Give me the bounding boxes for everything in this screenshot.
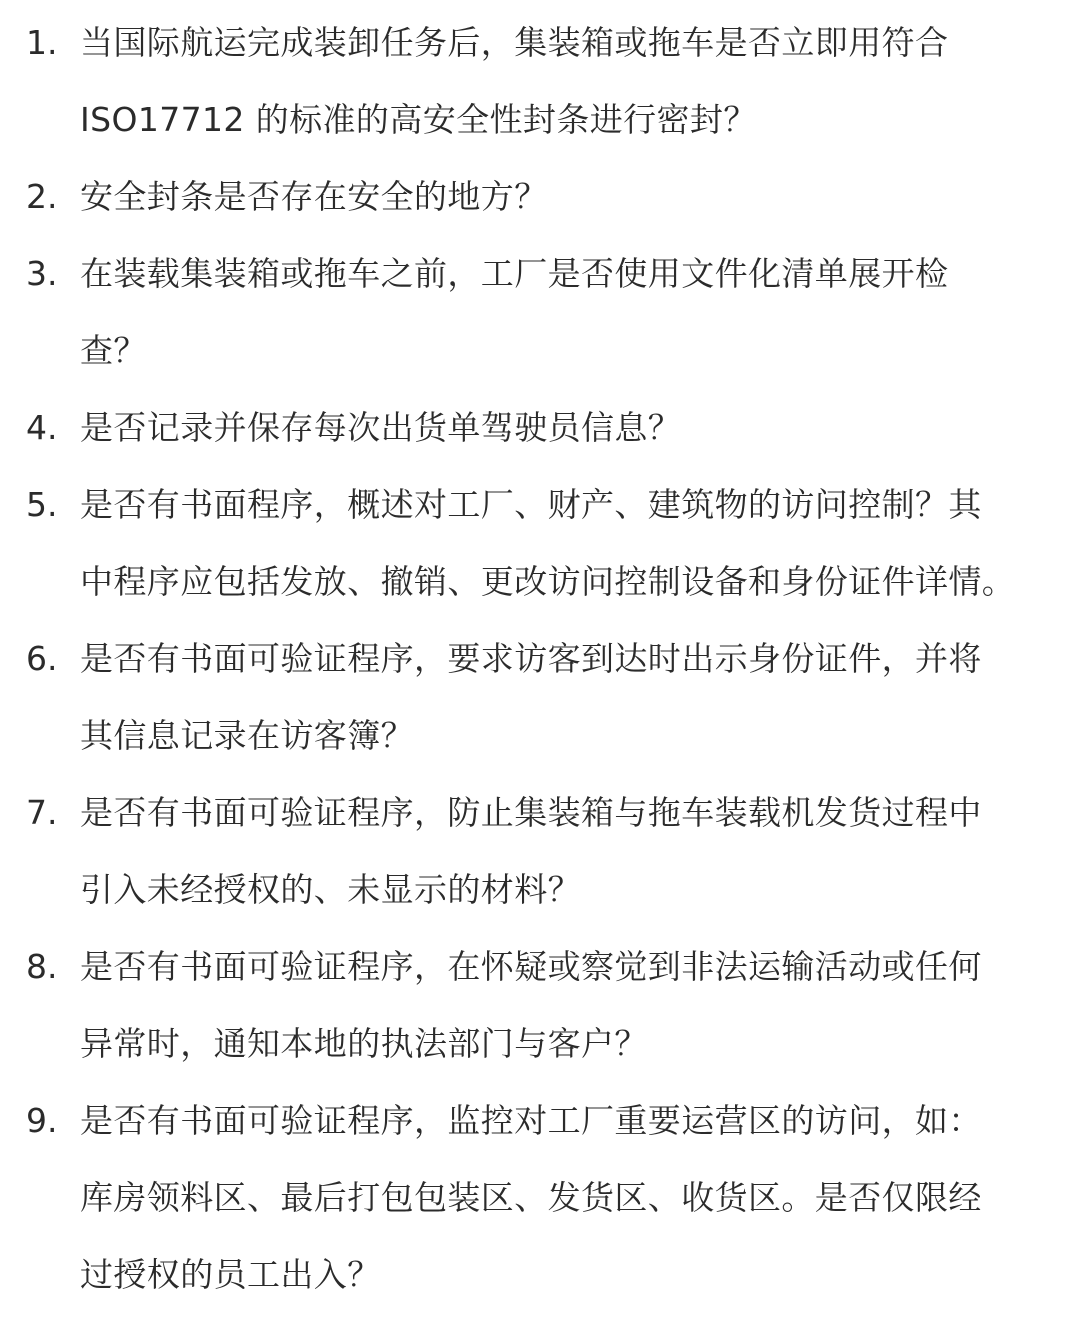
question-text-line: 异常时，通知本地的执法部门与客户？ (80, 1024, 648, 1063)
question-number: 4. (26, 408, 58, 447)
question-item-4 (0, 389, 1080, 466)
question-number: 6. (26, 639, 58, 678)
question-text-line: 是否有书面可验证程序，在怀疑或察觉到非法运输活动或任何 (80, 947, 982, 986)
question-number: 1. (26, 23, 58, 62)
question-text-line: ISO17712 的标准的高安全性封条进行密封？ (80, 100, 757, 139)
question-text-line: 中程序应包括发放、撤销、更改访问控制设备和身份证件详情。 (80, 562, 1016, 601)
question-number: 9. (26, 1101, 58, 1140)
question-item-6 (0, 620, 1080, 774)
question-number: 8. (26, 947, 58, 986)
question-text-line: 是否记录并保存每次出货单驾驶员信息？ (80, 408, 682, 447)
question-text-line: 是否有书面可验证程序，防止集装箱与拖车装载机发货过程中 (80, 793, 982, 832)
question-text-line: 其信息记录在访客簿？ (80, 716, 414, 755)
question-item-8 (0, 928, 1080, 1082)
question-number: 5. (26, 485, 58, 524)
question-number: 7. (26, 793, 58, 832)
question-item-9 (0, 1082, 1080, 1313)
question-text-line: 是否有书面可验证程序，监控对工厂重要运营区的访问，如： (80, 1101, 982, 1140)
question-text-line: 库房领料区、最后打包包装区、发货区、收货区。是否仅限经 (80, 1178, 982, 1217)
question-item-3 (0, 235, 1080, 389)
question-text-line: 是否有书面程序，概述对工厂、财产、建筑物的访问控制？其 (80, 485, 982, 524)
question-item-7 (0, 774, 1080, 928)
question-text-line: 安全封条是否存在安全的地方？ (80, 177, 548, 216)
question-text-line: 引入未经授权的、未显示的材料？ (80, 870, 581, 909)
question-number: 3. (26, 254, 58, 293)
question-item-1 (0, 4, 1080, 158)
question-item-2 (0, 158, 1080, 235)
question-text-line: 过授权的员工出入？ (80, 1255, 381, 1294)
question-item-5 (0, 466, 1080, 620)
question-number: 2. (26, 177, 58, 216)
question-text-line: 查？ (80, 331, 147, 370)
question-text-line: 是否有书面可验证程序，要求访客到达时出示身份证件，并将 (80, 639, 982, 678)
question-text-line: 当国际航运完成装卸任务后，集装箱或拖车是否立即用符合 (80, 23, 949, 62)
question-text-line: 在装载集装箱或拖车之前，工厂是否使用文件化清单展开检 (80, 254, 949, 293)
